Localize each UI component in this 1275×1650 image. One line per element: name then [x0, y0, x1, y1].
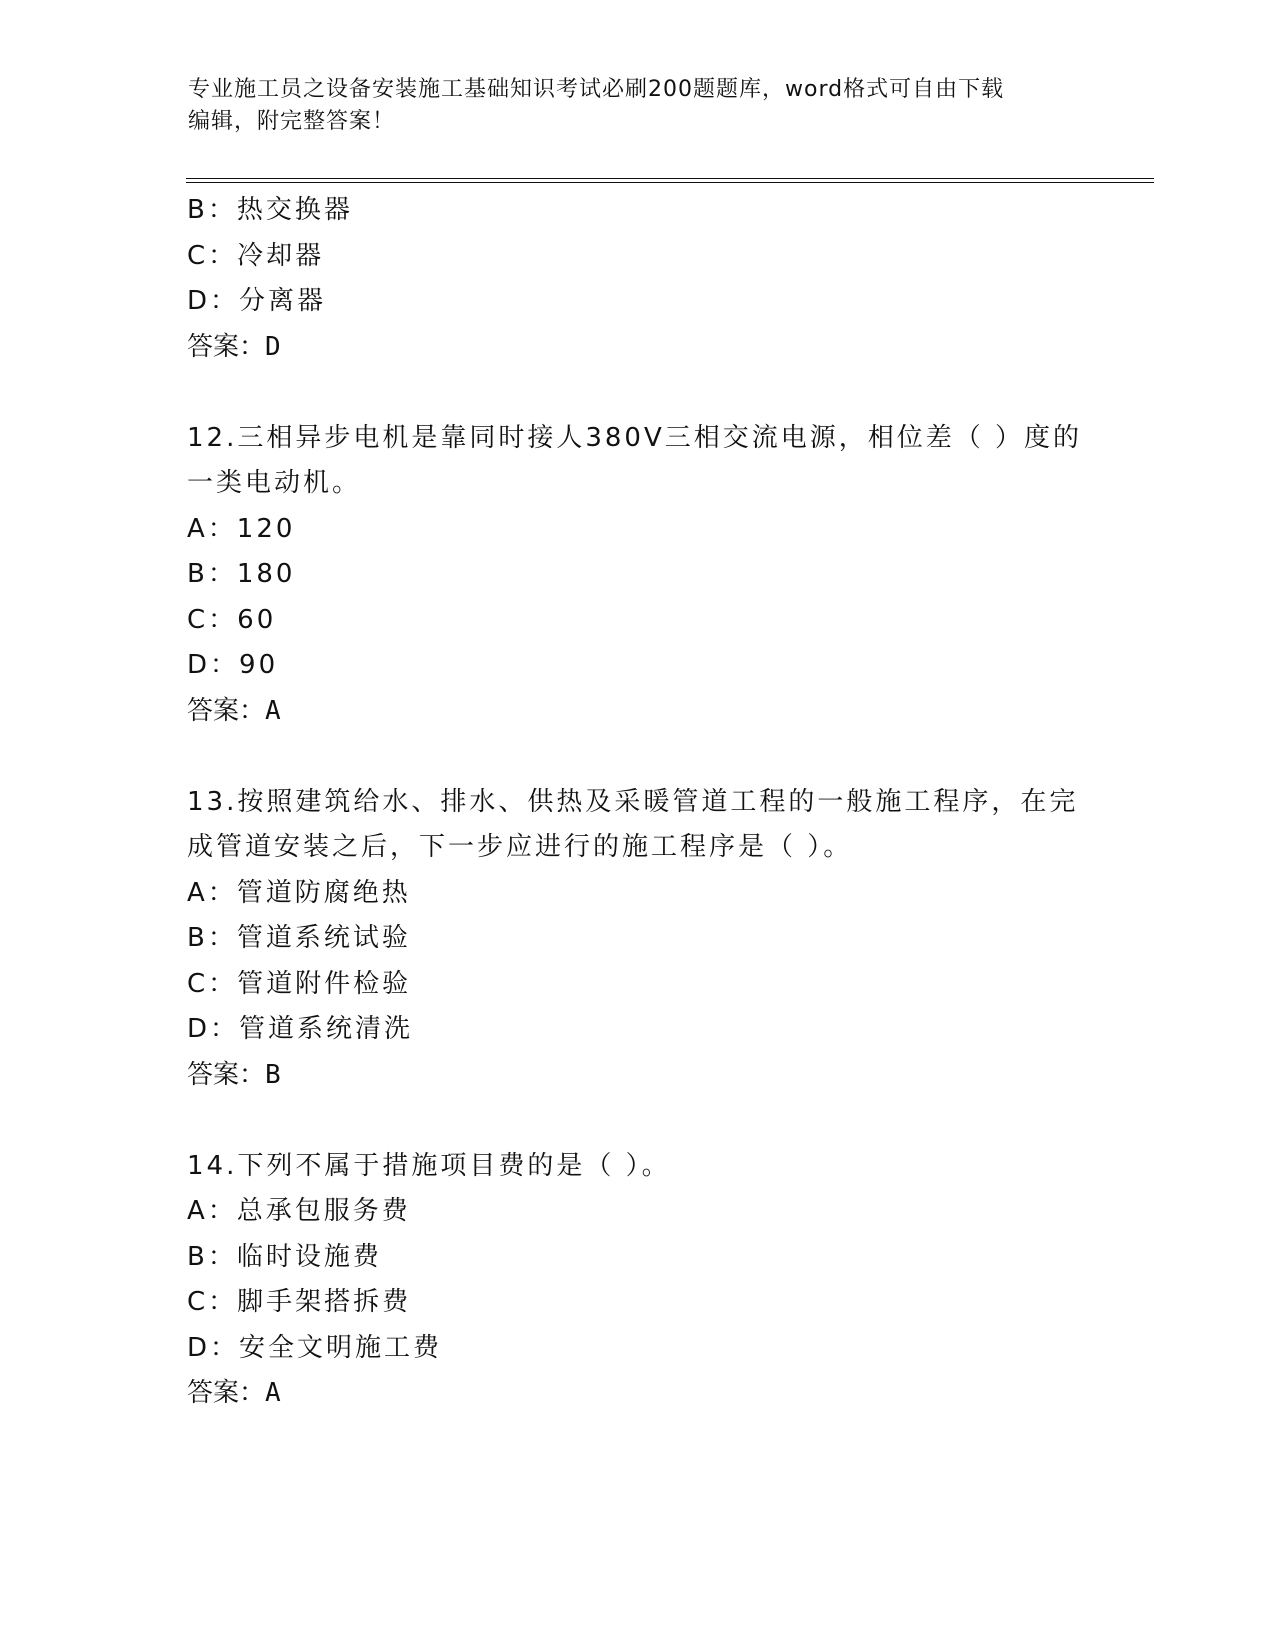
header-divider-bottom [186, 182, 1154, 183]
option-a: A：管道防腐绝热 [187, 877, 411, 908]
option-d: D：分离器 [187, 286, 327, 316]
option-b: B：热交换器 [187, 195, 353, 225]
question-spacer [187, 1098, 1087, 1144]
question-stem-line-1: 12.三相异步电机是靠同时接人380V三相交流电源，相位差（ ）度的 [187, 422, 1083, 453]
question-spacer [187, 734, 1087, 780]
option-a: A：总承包服务费 [187, 1196, 411, 1226]
option-c: C：60 [187, 604, 277, 635]
answer-label: 答案：A [187, 695, 281, 726]
option-d: D：安全文明施工费 [187, 1332, 443, 1363]
answer-label: 答案：A [187, 1378, 281, 1408]
header-title-line-2: 编辑，附完整答案！ [188, 109, 396, 134]
answer-label: 答案：D [187, 331, 281, 362]
question-12 [187, 416, 1087, 735]
question-11 [187, 188, 1087, 370]
question-stem-line-2: 一类电动机。 [187, 468, 362, 498]
document-header [188, 74, 1088, 138]
question-stem-line-1: 14.下列不属于措施项目费的是（ ）。 [187, 1150, 671, 1181]
option-c: C：脚手架搭拆费 [187, 1287, 412, 1317]
option-b: B：管道系统试验 [187, 923, 411, 953]
answer-label: 答案：B [187, 1059, 281, 1090]
question-13 [187, 780, 1087, 1099]
option-b: B：临时设施费 [187, 1241, 382, 1272]
option-c: C：管道附件检验 [187, 968, 412, 999]
option-c: C：冷却器 [187, 240, 325, 271]
question-stem-line-2: 成管道安装之后，下一步应进行的施工程序是（ ）。 [187, 832, 853, 862]
option-d: D：90 [187, 650, 279, 680]
option-a: A：120 [187, 513, 296, 544]
header-divider-top [186, 178, 1154, 179]
header-title-line-1: 专业施工员之设备安装施工基础知识考试必刷200题题库，word格式可自由下载 [188, 77, 1005, 102]
question-stem-line-1: 13.按照建筑给水、排水、供热及采暖管道工程的一般施工程序，在完 [187, 786, 1079, 817]
option-d: D：管道系统清洗 [187, 1014, 414, 1044]
question-spacer [187, 370, 1087, 416]
option-b: B：180 [187, 559, 296, 589]
question-14 [187, 1144, 1087, 1417]
question-list [187, 188, 1087, 1417]
